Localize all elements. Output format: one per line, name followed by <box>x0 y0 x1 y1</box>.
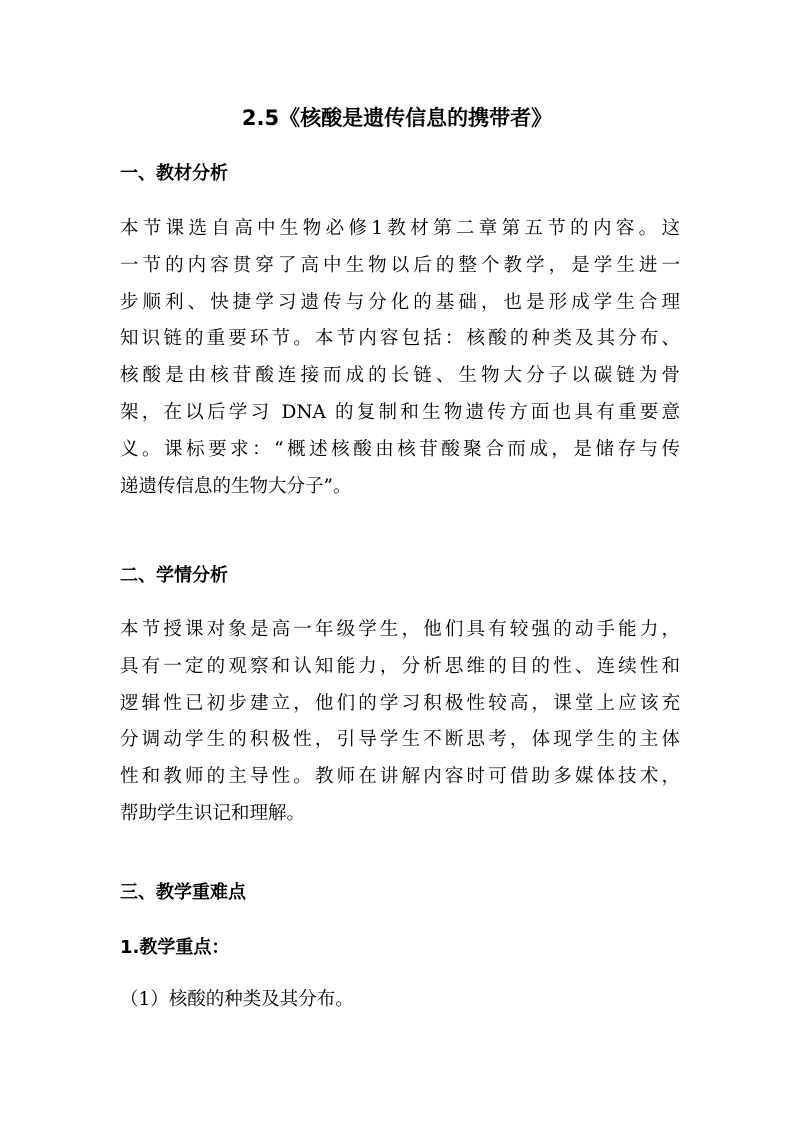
paragraph-line: 步顺利、快捷学习遗传与分化的基础，也是形成学生合理 <box>120 291 680 313</box>
section-heading-textbook-analysis: 一、教材分析 <box>120 163 228 184</box>
document-title: 2.5《核酸是遗传信息的携带者》 <box>241 106 553 130</box>
section-heading-key-difficult-points: 三、教学重难点 <box>120 882 246 903</box>
subheading-teaching-key-points: 1.教学重点： <box>120 937 230 958</box>
list-item-key-point: （1）核酸的种类及其分布。 <box>120 989 354 1010</box>
paragraph-line: 逻辑性已初步建立，他们的学习积极性较高，课堂上应该充 <box>120 692 680 714</box>
paragraph-line: 架，在以后学习 DNA 的复制和生物遗传方面也具有重要意 <box>120 401 680 423</box>
paragraph-line: 义。课标要求：“概述核酸由核苷酸聚合而成，是储存与传 <box>120 438 680 460</box>
paragraph-line: 具有一定的观察和认知能力，分析思维的目的性、连续性和 <box>120 655 680 677</box>
paragraph-line: 性和教师的主导性。教师在讲解内容时可借助多媒体技术， <box>120 766 680 788</box>
paragraph-line: 递遗传信息的生物大分子”。 <box>120 475 352 497</box>
paragraph-line: 核酸是由核苷酸连接而成的长链、生物大分子以碳链为骨 <box>120 365 680 387</box>
paragraph-line: 一节的内容贯穿了高中生物以后的整个教学，是学生进一 <box>120 254 680 276</box>
paragraph-line: 分调动学生的积极性，引导学生不断思考，体现学生的主体 <box>120 729 680 751</box>
paragraph-textbook-analysis <box>120 211 680 505</box>
section-heading-learner-analysis: 二、学情分析 <box>120 565 228 586</box>
paragraph-line: 帮助学生识记和理解。 <box>120 802 306 824</box>
paragraph-line: 本节授课对象是高一年级学生，他们具有较强的动手能力， <box>120 619 680 640</box>
paragraph-line: 知识链的重要环节。本节内容包括：核酸的种类及其分布、 <box>120 328 680 350</box>
paragraph-line: 本节课选自高中生物必修1教材第二章第五节的内容。这 <box>120 218 680 239</box>
paragraph-learner-analysis <box>120 612 680 833</box>
